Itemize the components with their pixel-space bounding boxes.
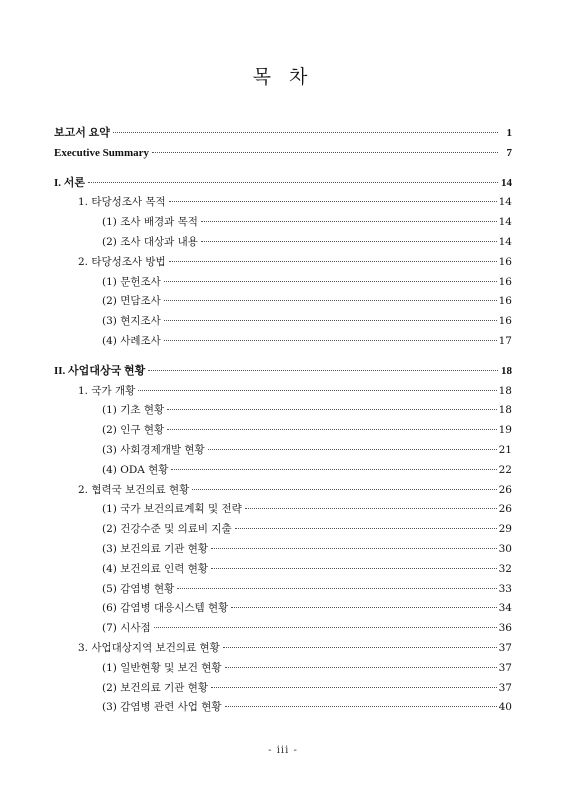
toc-entry-label: Executive Summary — [54, 146, 150, 159]
toc-entry-label: (1) 일반현황 및 보건 현황 — [102, 661, 222, 674]
toc-entry-page: 16 — [498, 315, 512, 328]
toc-entry-label: (2) 조사 대상과 내용 — [102, 235, 198, 248]
toc-entry-label: (2) 면담조사 — [102, 295, 161, 308]
toc-entry-page: 29 — [498, 523, 512, 536]
toc-entry[interactable] — [54, 540, 512, 560]
toc-entry-page: 18 — [498, 384, 512, 397]
toc-entry[interactable] — [54, 659, 512, 679]
toc-entry-page: 40 — [498, 701, 512, 714]
toc-entry-page: 14 — [498, 196, 512, 209]
dot-leader — [211, 548, 497, 549]
toc-entry-label: 1. 타당성조사 목적 — [78, 196, 166, 209]
toc-entry[interactable] — [54, 233, 512, 253]
toc-entry[interactable] — [54, 193, 512, 213]
toc-entry[interactable] — [54, 312, 512, 332]
toc-entry-page: 21 — [498, 443, 512, 456]
toc-entry-page: 19 — [498, 424, 512, 437]
toc-entry[interactable] — [54, 144, 512, 164]
toc-entry[interactable] — [54, 273, 512, 293]
toc-entry[interactable] — [54, 500, 512, 520]
toc-entry-label: (4) 보건의료 인력 현황 — [102, 562, 209, 575]
toc-entry[interactable] — [54, 124, 512, 144]
dot-leader — [192, 489, 496, 490]
toc-entry-label: 3. 사업대상지역 보건의료 현황 — [78, 641, 220, 654]
dot-leader — [208, 449, 497, 450]
toc-entry-page: 22 — [498, 463, 512, 476]
toc-entry-page: 34 — [498, 602, 512, 615]
dot-leader — [201, 221, 497, 222]
toc-entry[interactable] — [54, 580, 512, 600]
toc-entry[interactable] — [54, 401, 512, 421]
table-of-contents — [54, 124, 512, 718]
toc-entry-page: 18 — [501, 364, 512, 377]
toc-entry-label: (3) 보건의료 기관 현황 — [102, 542, 209, 555]
dot-leader — [169, 201, 497, 202]
toc-entry-page: 17 — [498, 334, 512, 347]
dot-leader — [211, 687, 497, 688]
toc-entry-page: 36 — [498, 622, 512, 635]
toc-entry[interactable] — [54, 599, 512, 619]
toc-entry-page: 7 — [506, 146, 512, 159]
toc-entry[interactable] — [54, 421, 512, 441]
dot-leader — [167, 409, 497, 410]
toc-entry[interactable] — [54, 382, 512, 402]
page-number-footer: - iii - — [268, 745, 298, 756]
toc-entry-page: 26 — [498, 483, 512, 496]
dot-leader — [245, 508, 497, 509]
dot-leader — [164, 340, 497, 341]
dot-leader — [235, 528, 497, 529]
dot-leader — [148, 370, 498, 371]
toc-entry-page: 37 — [498, 661, 512, 674]
dot-leader — [138, 390, 496, 391]
toc-entry-label: (3) 현지조사 — [102, 315, 161, 328]
toc-entry-page: 14 — [498, 235, 512, 248]
dot-leader — [171, 469, 496, 470]
dot-leader — [201, 241, 497, 242]
toc-entry[interactable] — [54, 441, 512, 461]
toc-entry-label: (6) 감염병 대응시스템 현황 — [102, 602, 229, 615]
toc-entry-label: 2. 협력국 보건의료 현황 — [78, 483, 190, 496]
toc-entry[interactable] — [54, 213, 512, 233]
dot-leader — [211, 568, 497, 569]
toc-entry[interactable] — [54, 332, 512, 352]
toc-entry-page: 14 — [498, 216, 512, 229]
toc-entry[interactable] — [54, 481, 512, 501]
toc-entry-page: 16 — [498, 295, 512, 308]
toc-entry-label: 1. 국가 개황 — [78, 384, 136, 397]
dot-leader — [88, 182, 498, 183]
toc-entry-page: 1 — [506, 127, 512, 139]
toc-entry-label: (3) 사회경제개발 현황 — [102, 443, 205, 456]
dot-leader — [164, 320, 497, 321]
dot-leader — [177, 588, 496, 589]
toc-entry-page: 32 — [498, 562, 512, 575]
toc-entry-label: (4) 사례조사 — [102, 334, 161, 347]
toc-entry-label: (2) 인구 현황 — [102, 424, 165, 437]
toc-entry-page: 37 — [498, 681, 512, 694]
toc-entry[interactable] — [54, 619, 512, 639]
dot-leader — [113, 132, 498, 133]
toc-entry-label: (1) 국가 보건의료계획 및 전략 — [102, 503, 242, 516]
toc-entry[interactable] — [54, 639, 512, 659]
toc-entry[interactable] — [54, 560, 512, 580]
toc-entry-page: 33 — [498, 582, 512, 595]
toc-entry-page: 16 — [498, 255, 512, 268]
page-title: 목 차 — [252, 66, 314, 88]
toc-entry[interactable] — [54, 362, 512, 382]
toc-entry-label: (1) 기초 현황 — [102, 404, 165, 417]
toc-entry[interactable] — [54, 292, 512, 312]
toc-entry-label: (1) 조사 배경과 목적 — [102, 216, 198, 229]
toc-entry[interactable] — [54, 174, 512, 194]
toc-entry-label: 보고서 요약 — [54, 127, 110, 139]
toc-entry-page: 37 — [498, 641, 512, 654]
dot-leader — [169, 261, 497, 262]
toc-entry[interactable] — [54, 253, 512, 273]
toc-entry-label: I. 서론 — [54, 176, 86, 189]
dot-leader — [223, 647, 497, 648]
dot-leader — [154, 627, 497, 628]
toc-entry-label: (7) 시사점 — [102, 622, 151, 635]
dot-leader — [225, 706, 497, 707]
toc-entry-label: 2. 타당성조사 방법 — [78, 255, 166, 268]
toc-entry-label: (2) 보건의료 기관 현황 — [102, 681, 209, 694]
dot-leader — [231, 607, 496, 608]
toc-entry[interactable] — [54, 679, 512, 699]
dot-leader — [164, 300, 497, 301]
toc-entry-label: (3) 감염병 관련 사업 현황 — [102, 701, 222, 714]
toc-entry-page: 16 — [498, 275, 512, 288]
toc-entry-label: (4) ODA 현황 — [102, 463, 169, 476]
dot-leader — [225, 667, 497, 668]
toc-entry-page: 26 — [498, 503, 512, 516]
toc-entry-label: (1) 문헌조사 — [102, 275, 161, 288]
toc-entry[interactable] — [54, 698, 512, 718]
toc-entry-label: (5) 감염병 현황 — [102, 582, 175, 595]
toc-entry-label: II. 사업대상국 현황 — [54, 364, 146, 377]
dot-leader — [167, 429, 497, 430]
toc-entry[interactable] — [54, 461, 512, 481]
dot-leader — [164, 281, 497, 282]
toc-entry[interactable] — [54, 520, 512, 540]
toc-entry-page: 14 — [501, 176, 512, 189]
toc-entry-page: 30 — [498, 542, 512, 555]
dot-leader — [152, 152, 498, 153]
toc-entry-label: (2) 건강수준 및 의료비 지출 — [102, 523, 232, 536]
toc-entry-page: 18 — [498, 404, 512, 417]
